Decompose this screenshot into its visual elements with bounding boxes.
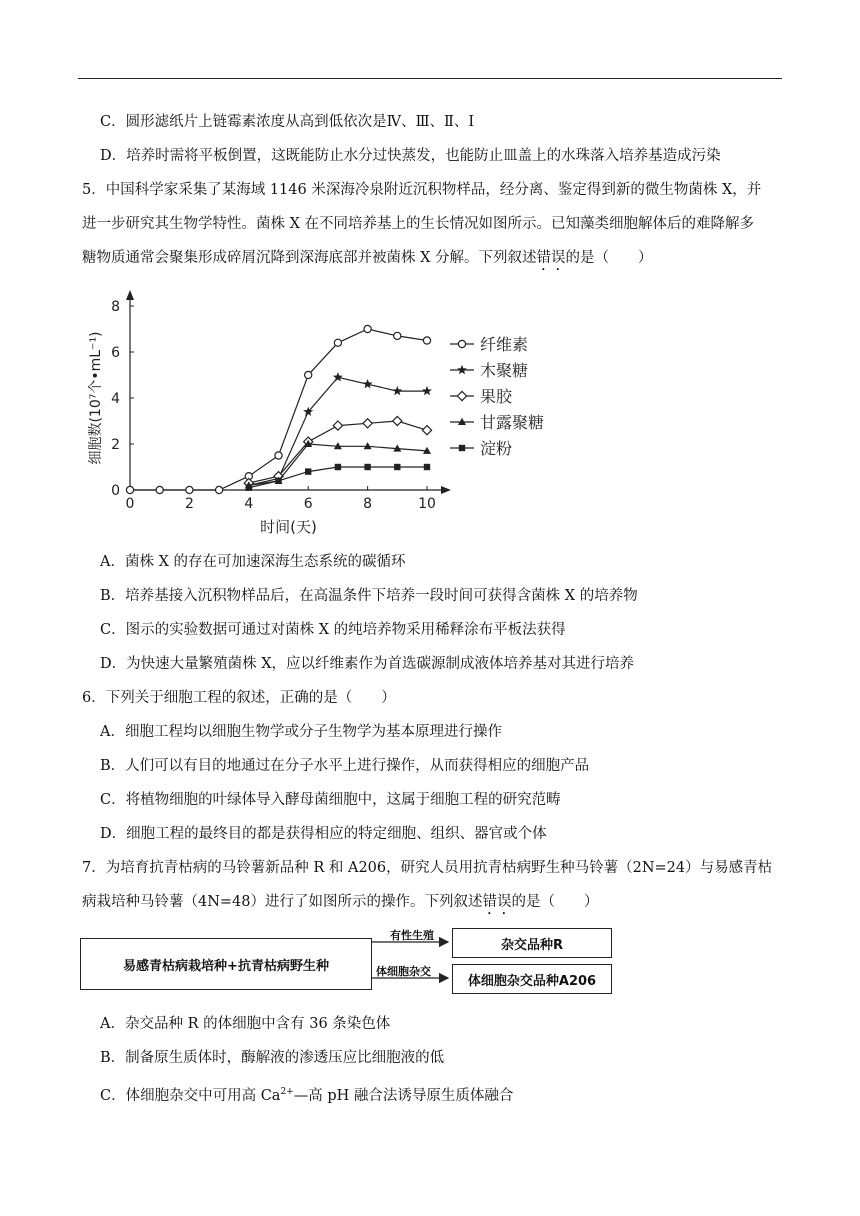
data-point-square	[459, 445, 465, 451]
data-point-square	[424, 464, 430, 470]
x-tick-label: 0	[125, 496, 135, 512]
y-axis-arrow	[126, 290, 134, 300]
data-point-diamond	[333, 421, 342, 430]
diagram-arrows	[370, 930, 452, 990]
x-tick-label: 10	[418, 496, 436, 512]
data-point-circle	[216, 486, 223, 493]
diagram-target-r: 杂交品种R	[452, 928, 612, 958]
data-point-square	[364, 464, 370, 470]
diagram-source-box: 易感青枯病栽培种+抗青枯病野生种	[80, 938, 372, 990]
q6-stem: 6．下列关于细胞工程的叙述，正确的是（ ）	[82, 690, 396, 706]
q5-stem-line2: 进一步研究其生物学特性。菌株 X 在不同培养基上的生长情况如图所示。已知藻类细胞解体后的难降解多	[82, 216, 755, 232]
series-2	[244, 416, 431, 487]
data-point-star	[457, 365, 467, 374]
q7-option-c: C．体细胞杂交中可用高 $Ca^{2+}—$高 pH 融合法诱导原生质体融合	[100, 1087, 514, 1104]
data-point-diamond	[422, 426, 431, 435]
y-tick-label: 0	[111, 483, 120, 499]
q6-option-c: C．将植物细胞的叶绿体导入酵母菌细胞中，这属于细胞工程的研究范畴	[100, 792, 561, 808]
x-tick-label: 2	[184, 496, 194, 512]
q4-option-c: C．圆形滤纸片上链霉素浓度从高到低依次是Ⅳ、Ⅲ、Ⅱ、Ⅰ	[100, 114, 475, 130]
data-point-star	[392, 386, 402, 395]
y-axis-label: 细胞数(10⁷个•mL⁻¹)	[88, 331, 104, 465]
series-line	[130, 329, 427, 490]
q7-option-b: B．制备原生质体时，酶解液的渗透压应比细胞液的低	[100, 1050, 445, 1066]
diagram-target-a206: 体细胞杂交品种A206	[452, 964, 612, 994]
emphasis-wrong: 错误	[482, 894, 512, 910]
data-point-diamond	[457, 391, 466, 400]
x-tick-label: 6	[303, 496, 313, 512]
data-point-square	[335, 464, 341, 470]
q7-option-a: A．杂交品种 R 的体细胞中含有 36 条染色体	[100, 1016, 391, 1032]
y-tick-label: 6	[111, 345, 120, 361]
x-tick-label: 4	[244, 496, 254, 512]
data-point-star	[422, 386, 432, 395]
data-point-circle	[186, 486, 193, 493]
legend-label: 果胶	[480, 387, 513, 406]
data-point-square	[394, 464, 400, 470]
legend-label: 纤维素	[480, 335, 529, 354]
q5-stem-line3: 糖物质通常会聚集形成碎屑沉降到深海底部并被菌株 X 分解。下列叙述错误的是（ ）	[82, 250, 653, 266]
emphasis-wrong: 错误	[536, 250, 566, 266]
y-tick-label: 4	[111, 391, 120, 407]
y-tick-label: 2	[111, 437, 120, 453]
legend-label: 淀粉	[480, 439, 513, 458]
x-axis-label: 时间(天)	[260, 518, 317, 536]
q5-stem-line1: 5．中国科学家采集了某海域 1146 米深海冷泉附近沉积物样品，经分离、鉴定得到新的微生物菌株 X，并	[82, 182, 762, 198]
data-point-circle	[394, 332, 401, 339]
data-point-circle	[275, 452, 282, 459]
q6-option-d: D．细胞工程的最终目的都是获得相应的特定细胞、组织、器官或个体	[100, 826, 547, 842]
q5-option-d: D．为快速大量繁殖菌株 X，应以纤维素作为首选碳源制成液体培养基对其进行培养	[100, 656, 635, 672]
data-point-circle	[126, 486, 133, 493]
q5-option-a: A．菌株 X 的存在可加速深海生态系统的碳循环	[100, 554, 406, 570]
x-tick-label: 8	[363, 496, 373, 512]
x-axis-arrow	[441, 486, 451, 494]
legend-label: 木聚糖	[480, 361, 529, 380]
q5-option-b: B．培养基接入沉积物样品后，在高温条件下培养一段时间可获得含菌株 X 的培养物	[100, 588, 638, 604]
data-point-square	[275, 478, 281, 484]
arrow-label-sexual: 有性生殖	[390, 929, 434, 942]
data-point-square	[305, 468, 311, 474]
header-rule	[78, 78, 782, 79]
q7-stem-line2: 病栽培种马铃薯（4N=48）进行了如图所示的操作。下列叙述错误的是（ ）	[82, 894, 599, 910]
data-point-circle	[458, 340, 465, 347]
data-point-circle	[423, 337, 430, 344]
data-point-square	[246, 485, 252, 491]
q4-option-d: D．培养时需将平板倒置，这既能防止水分过快蒸发，也能防止皿盖上的水珠落入培养基造成污染	[100, 148, 721, 164]
legend-label: 甘露聚糖	[480, 413, 545, 432]
series-0	[126, 325, 430, 493]
data-point-star	[333, 372, 343, 381]
data-point-diamond	[363, 419, 372, 428]
data-point-diamond	[393, 416, 402, 425]
q5-option-c: C．图示的实验数据可通过对菌株 X 的纯培养物采用稀释涂布平板法获得	[100, 622, 566, 638]
q6-option-a: A．细胞工程均以细胞生物学或分子生物学为基本原理进行操作	[100, 724, 502, 740]
data-point-star	[363, 379, 373, 388]
arrow-label-somatic: 体细胞杂交	[376, 965, 431, 978]
q6-option-b: B．人们可以有目的地通过在分子水平上进行操作，从而获得相应的细胞产品	[100, 758, 590, 774]
y-tick-label: 8	[111, 299, 120, 315]
data-point-circle	[305, 371, 312, 378]
data-point-circle	[334, 339, 341, 346]
q7-stem-line1: 7．为培育抗青枯病的马铃薯新品种 R 和 A206，研究人员用抗青枯病野生种马铃薯（2N=24）与易感青枯	[82, 860, 773, 876]
data-point-circle	[364, 325, 371, 332]
data-point-circle	[156, 486, 163, 493]
growth-line-chart	[82, 288, 552, 550]
